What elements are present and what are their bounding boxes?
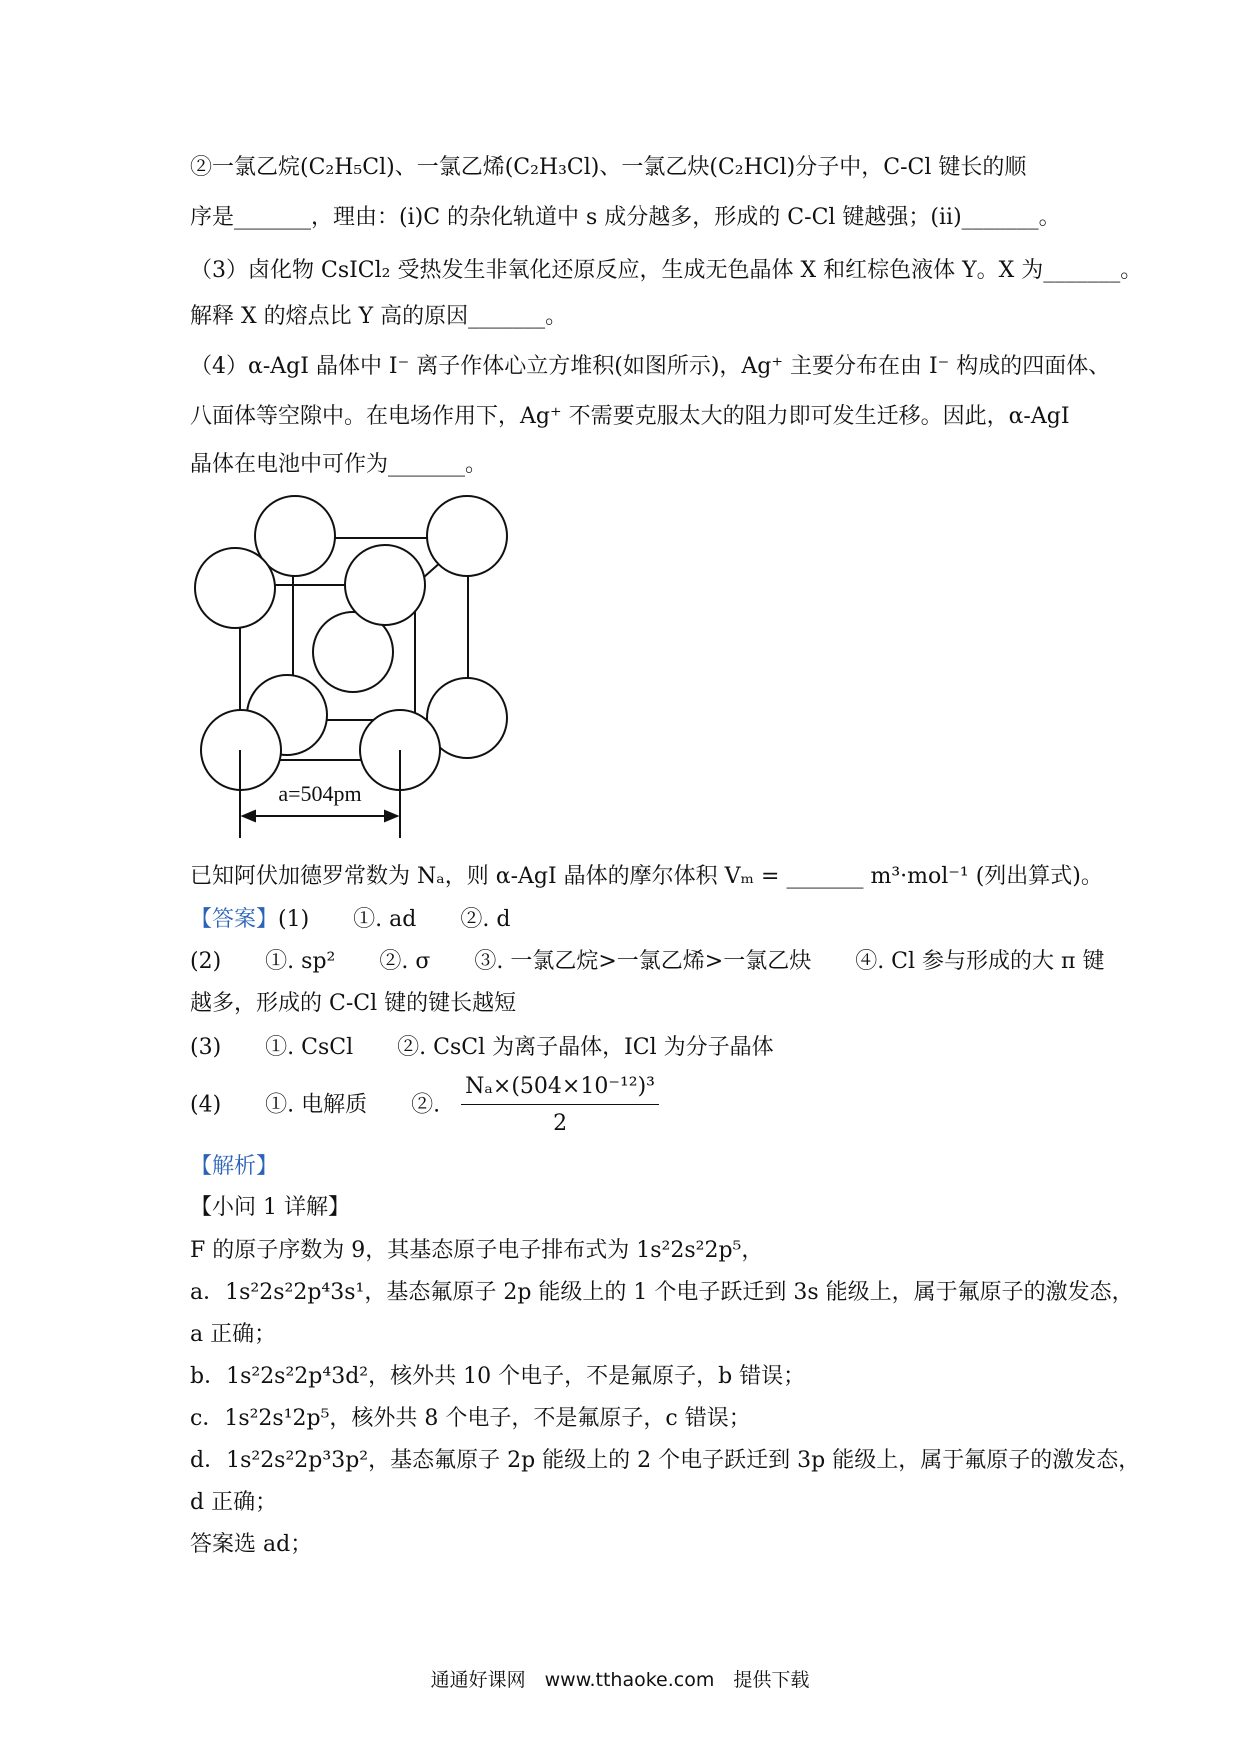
analysis-line-6: d．1s²2s²2p³3p²，基态氟原子 2p 能级上的 2 个电子跃迁到 3p 能级上，属于氟原子的激发态，: [190, 1448, 1141, 1473]
question-line-7: 晶体在电池中可作为_______。: [190, 452, 488, 477]
lattice-constant-label: a=504pm: [278, 781, 362, 806]
question-line-1: ②一氯乙烷(C₂H₅Cl)、一氯乙烯(C₂H₃Cl)、一氯乙炔(C₂HCl)分子中，C-Cl 键长的顺: [190, 155, 1027, 180]
analysis-sub-1: 【小问 1 详解】: [190, 1195, 350, 1220]
analysis-line-8: 答案选 ad；: [190, 1532, 313, 1557]
question-line-8: 已知阿伏加德罗常数为 Nₐ，则 α-AgI 晶体的摩尔体积 Vₘ = _______ m³·mol⁻¹ (列出算式)。: [190, 864, 1103, 889]
question-line-5: （4）α-AgI 晶体中 I⁻ 离子作体心立方堆积(如图所示)，Ag⁺ 主要分布在由 I⁻ 构成的四面体、: [190, 354, 1111, 379]
analysis-line-2: a．1s²2s²2p⁴3s¹，基态氟原子 2p 能级上的 1 个电子跃迁到 3s 能级上，属于氟原子的激发态，: [190, 1280, 1134, 1305]
answer-line-1: [190, 905, 510, 935]
question-line-6: 八面体等空隙中。在电场作用下，Ag⁺ 不需要克服太大的阻力即可发生迁移。因此，α-AgI: [190, 404, 1070, 429]
fraction-denominator: 2: [553, 1111, 568, 1136]
answer-2: (2) ①. sp² ②. σ ③. 一氯乙烷>一氯乙烯>一氯乙炔 ④. Cl 参与形成的大 π 键: [190, 949, 1105, 974]
analysis-line-4: b．1s²2s²2p⁴3d²，核外共 10 个电子，不是氟原子，b 错误；: [190, 1364, 806, 1389]
molar-volume-fraction: [461, 1072, 659, 1139]
crystal-figure: [185, 488, 530, 840]
page-footer: 通通好课网 www.tthaoke.com 提供下载: [430, 1669, 810, 1691]
answer-2b: 越多，形成的 C-Cl 键的键长越短: [190, 991, 517, 1016]
answer-4: [190, 1072, 659, 1139]
analysis-line-1: F 的原子序数为 9，其基态原子电子排布式为 1s²2s²2p⁵，: [190, 1238, 764, 1263]
question-line-2: 序是_______，理由：(i)C 的杂化轨道中 s 成分越多，形成的 C-Cl 键越强；(ii)_______。: [190, 205, 1061, 230]
answer-3: (3) ①. CsCl ②. CsCl 为离子晶体，ICl 为分子晶体: [190, 1035, 774, 1060]
analysis-line-5: c．1s²2s¹2p⁵，核外共 8 个电子，不是氟原子，c 错误；: [190, 1406, 751, 1431]
answer-1: (1) ①. ad ②. d: [278, 907, 511, 932]
ion-front-top-right: [345, 545, 425, 625]
question-line-4: 解释 X 的熔点比 Y 高的原因_______。: [190, 304, 568, 329]
ion-front-top-left: [195, 548, 275, 628]
analysis-line-7: d 正确；: [190, 1490, 278, 1515]
question-line-3: （3）卤化物 CsICl₂ 受热发生非氧化还原反应，生成无色晶体 X 和红棕色液体 Y。X 为_______。: [190, 258, 1143, 283]
fraction-numerator: Nₐ×(504×10⁻¹²)³: [461, 1072, 659, 1105]
analysis-line-3: a 正确；: [190, 1322, 277, 1347]
answer-label: 【答案】: [190, 907, 279, 932]
analysis-label: 【解析】: [190, 1154, 279, 1179]
ion-back-top-right: [427, 496, 507, 576]
answer-4-prefix: (4) ①. 电解质 ②.: [190, 1092, 441, 1118]
